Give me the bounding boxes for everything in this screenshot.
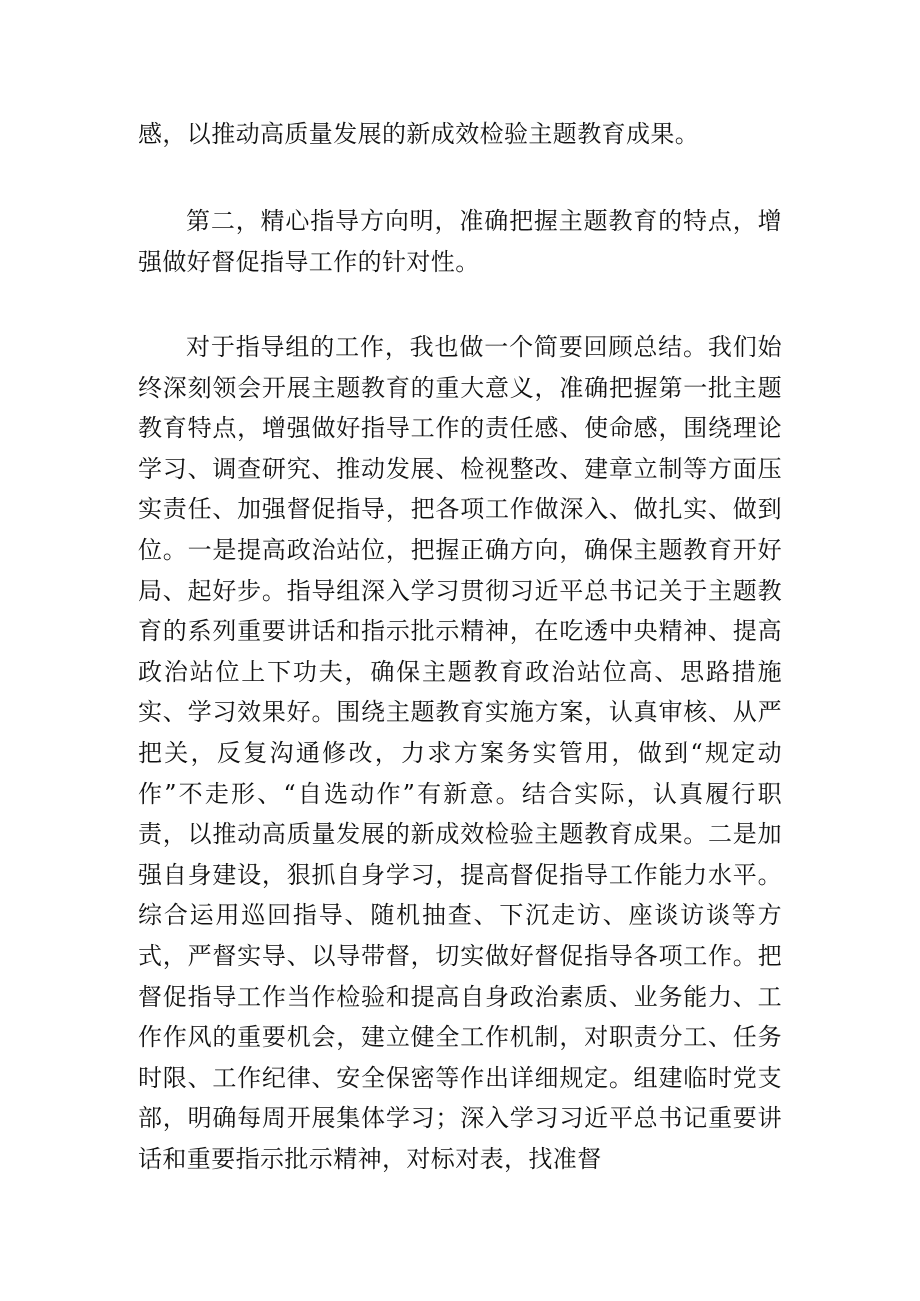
paragraph-continuation: 感，以推动高质量发展的新成效检验主题教育成果。 <box>138 120 700 148</box>
paragraph-body: 对于指导组的工作，我也做一个简要回顾总结。我们始终深刻领会开展主题教育的重大意义，准确把握第一批主题教育特点，增强做好指导工作的责任感、使命感，围绕理论学习、调查研究、推动发展、检视整改、建章立制等方面压实责任、加强督促指导，把各项工作做深入、做扎实、做到位。一是提高政治站位，把握正确方向，确保主题教育开好局、起好步。指导组深入学习贯彻习近平总书记关于主题教育的系列重要讲话和指示批示精神，在吃透中央精神、提高政治站位上下功夫，确保主题教育政治站位高、思路措施实、学习效果好。围绕主题教育实施方案，认真审核、从严把关，反复沟通修改，力求方案务实管用，做到“规定动作”不走形、“自选动作”有新意。结合实际，认真履行职责，以推动高质量发展的新成效检验主题教育成果。二是加强自身建设，狠抓自身学习，提高督促指导工作能力水平。综合运用巡回指导、随机抽查、下沉走访、座谈访谈等方式，严督实导、以导带督，切实做好督促指导各项工作。把督促指导工作当作检验和提高自身政治素质、业务能力、工作作风的重要机会，建立健全工作机制，对职责分工、任务时限、工作纪律、安全保密等作出详细规定。组建临时党支部，明确每周开展集体学习；深入学习习近平总书记重要讲话和重要指示批示精神，对标对表，找准督 <box>138 333 782 1173</box>
paragraph-section-heading: 第二，精心指导方向明，准确把握主题教育的特点，增强做好督促指导工作的针对性。 <box>138 207 782 276</box>
